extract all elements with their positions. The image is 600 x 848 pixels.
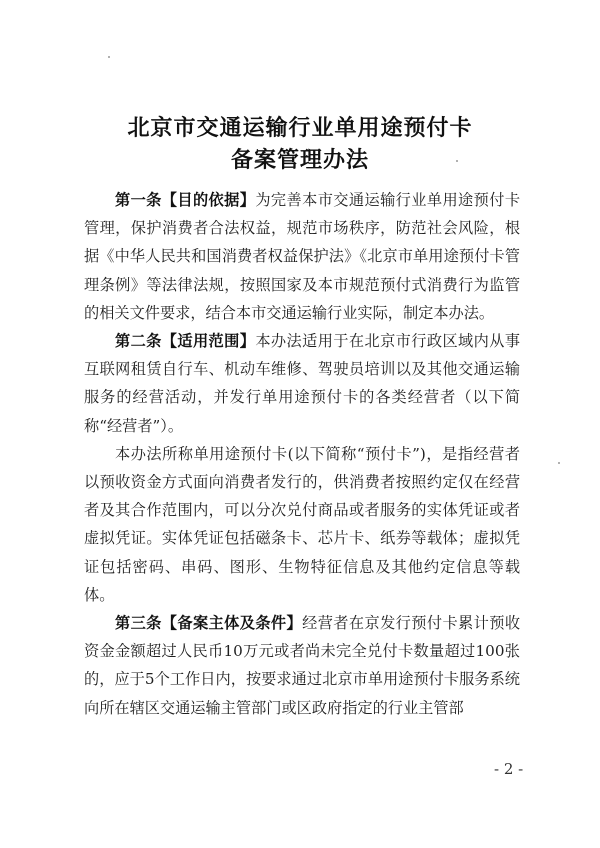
document-body	[84, 186, 520, 722]
page-number: - 2 -	[494, 760, 524, 778]
document-title-line2: 备案管理办法	[230, 147, 369, 173]
paragraph-article-3	[84, 609, 520, 722]
scan-speck	[558, 462, 560, 464]
article-label: 第一条【目的依据】	[115, 191, 256, 209]
paragraph-text: 本办法适用于在北京市行政区域内从事互联网租赁自行车、机动车维修、驾驶员培训以及其他交通运输服务的经营活动，并发行单用途预付卡的各类经营者（以下简称“经营者”）。	[84, 332, 521, 435]
paragraph-text: 经营者在京发行预付卡累计预收资金金额超过人民币10万元或者尚未完全兑付卡数量超过100张的，应于5个工作日内，按要求通过北京市单用途预付卡服务系统向所在辖区交通运输主管部门或区政府指定的行业主管部	[84, 614, 521, 717]
paragraph-article-2	[84, 327, 520, 440]
article-label: 第二条【适用范围】	[115, 332, 256, 351]
article-label: 第三条【备案主体及条件】	[115, 614, 303, 633]
document-title-line1: 北京市交通运输行业单用途预付卡	[127, 115, 473, 141]
paragraph-text: 为完善本市交通运输行业单用途预付卡管理，保护消费者合法权益，规范市场秩序，防范社会风险，根据《中华人民共和国消费者权益保护法》《北京市单用途预付卡管理条例》等法律法规，按照国家及本市规范预付式消费行为监管的相关文件要求，结合本市交通运输行业实际，制定本办法。	[84, 191, 521, 322]
paragraph-article-2-definition	[84, 440, 520, 609]
paragraph-text: 本办法所称单用途预付卡(以下简称“预付卡”)，是指经营者以预收资金方式面向消费者发行的，供消费者按照约定仅在经营者及其合作范围内，可以分次兑付商品或者服务的实体凭证或者虚拟凭证。实体凭证包括磁条卡、芯片卡、纸券等载体；虚拟凭证包括密码、串码、图形、生物特征信息及其他约定信息等载体。	[84, 444, 520, 604]
scan-speck	[108, 56, 110, 58]
paragraph-article-1	[84, 186, 520, 327]
scan-speck	[456, 160, 458, 162]
